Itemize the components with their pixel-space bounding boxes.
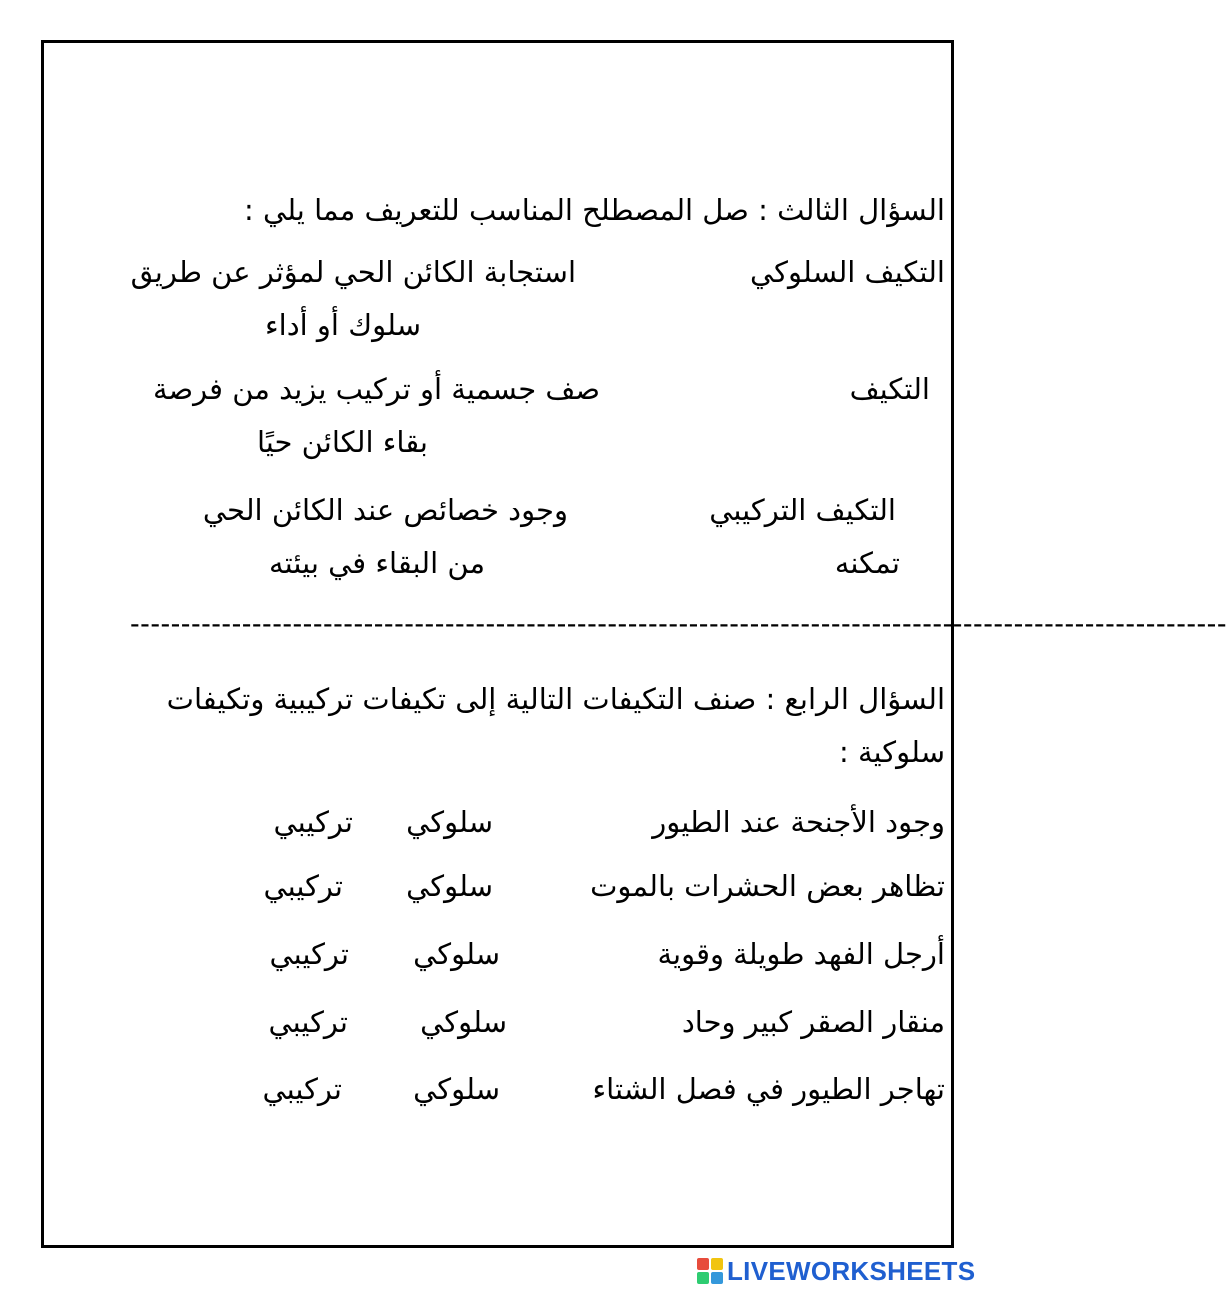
option-structural[interactable]: تركيبي [263, 869, 343, 903]
liveworksheets-logo-icon [697, 1258, 723, 1284]
match-definition[interactable]: وجود خصائص عند الكائن الحي [202, 493, 568, 527]
match-term[interactable]: التكيف التركيبي [709, 493, 896, 527]
match-definition-cont: بقاء الكائن حيًا [256, 425, 428, 459]
q4-title-cont: سلوكية : [839, 735, 945, 769]
liveworksheets-brand [697, 1256, 975, 1286]
logo-block [697, 1272, 709, 1284]
classify-item: تهاجر الطيور في فصل الشتاء [592, 1072, 945, 1106]
classify-item: وجود الأجنحة عند الطيور [652, 805, 945, 839]
match-definition[interactable]: استجابة الكائن الحي لمؤثر عن طريق [130, 255, 576, 289]
option-behavioral[interactable]: سلوكي [420, 1005, 507, 1039]
option-structural[interactable]: تركيبي [262, 1072, 342, 1106]
logo-block [711, 1258, 723, 1270]
option-structural[interactable]: تركيبي [268, 1005, 348, 1039]
logo-block [697, 1258, 709, 1270]
match-definition[interactable]: صف جسمية أو تركيب يزيد من فرصة [153, 372, 600, 406]
classify-item: أرجل الفهد طويلة وقوية [657, 937, 945, 971]
brand-name: LIVEWORKSHEETS [727, 1255, 976, 1286]
option-behavioral[interactable]: سلوكي [413, 937, 500, 971]
option-behavioral[interactable]: سلوكي [406, 805, 493, 839]
classify-item: تظاهر بعض الحشرات بالموت [590, 869, 945, 903]
match-term[interactable]: التكيف [849, 372, 930, 406]
option-behavioral[interactable]: سلوكي [413, 1072, 500, 1106]
logo-block [711, 1272, 723, 1284]
q4-title: السؤال الرابع : صنف التكيفات التالية إلى تكيفات تركيبية وتكيفات [166, 682, 945, 716]
match-definition-cont: تمكنه [834, 546, 900, 580]
option-structural[interactable]: تركيبي [269, 937, 349, 971]
option-structural[interactable]: تركيبي [273, 805, 353, 839]
classify-item: منقار الصقر كبير وحاد [681, 1005, 945, 1039]
match-definition-cont: سلوك أو أداء [265, 308, 421, 342]
match-definition-cont: من البقاء في بيئته [269, 546, 485, 580]
option-behavioral[interactable]: سلوكي [406, 869, 493, 903]
separator-line: ------------------------------------------------------------------------------------------------------------ [130, 608, 1227, 640]
q3-title: السؤال الثالث : صل المصطلح المناسب للتعريف مما يلي : [244, 193, 945, 227]
match-term[interactable]: التكيف السلوكي [750, 255, 945, 289]
